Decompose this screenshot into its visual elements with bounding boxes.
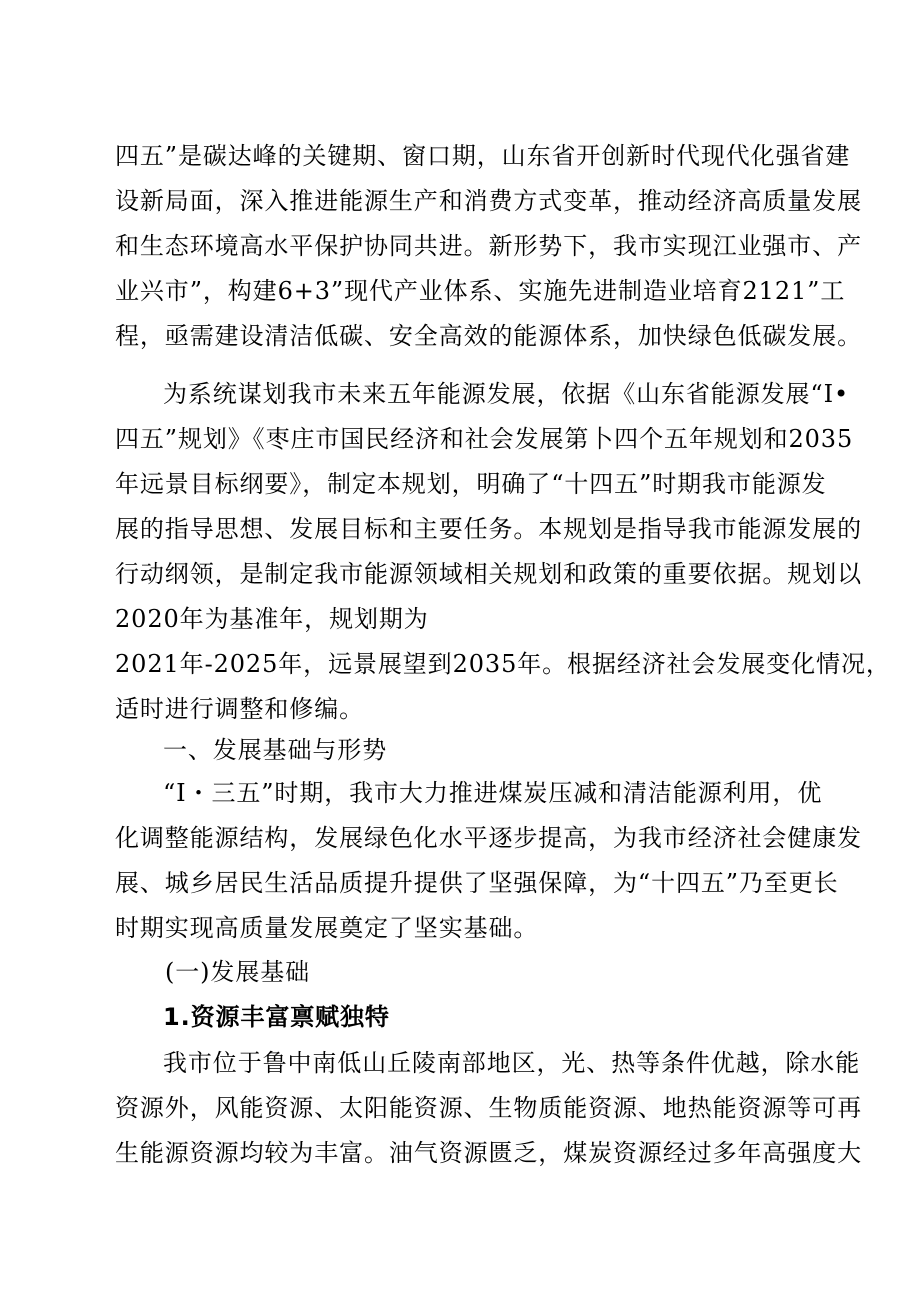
paragraph-3-line-1: “I・三五”时期，我市大力推进煤炭压减和清洁能源利用，优 xyxy=(163,779,823,807)
paragraph-2-line-3: 年远景目标纲要》，制定本规划，明确了“十四五”时期我市能源发 xyxy=(115,470,827,498)
paragraph-2-line-7: 2021年-2025年，远景展望到2035年。根据经济社会发展变化情况， xyxy=(115,650,891,678)
paragraph-3-line-3: 展、城乡居民生活品质提升提供了坚强保障，为“十四五”乃至更长 xyxy=(115,869,839,897)
subsubsection-heading-1: 1.资源丰富禀赋独特 xyxy=(163,1003,390,1031)
paragraph-2-line-1: 为系统谋划我市未来五年能源发展，依据《山东省能源发展“I• xyxy=(163,380,850,408)
paragraph-2-line-6: 2020年为基准年，规划期为 xyxy=(115,605,429,633)
paragraph-2-line-2: 四五”规划》《枣庄市国民经济和社会发展第卜四个五年规划和2035 xyxy=(115,425,854,453)
paragraph-1-line-5: 程，亟需建设清洁低碳、安全高效的能源体系，加快绿色低碳发展。 xyxy=(115,322,862,350)
paragraph-1-line-4: 业兴市”，构建6+3”现代产业体系、实施先进制造业培育2121”工 xyxy=(115,277,846,305)
paragraph-1-line-1: 四五”是碳达峰的关键期、窗口期，山东省开创新时代现代化强省建 xyxy=(115,142,851,170)
paragraph-3-line-2: 化调整能源结构，发展绿色化水平逐步提高，为我市经济社会健康发 xyxy=(115,824,862,852)
paragraph-2-line-8: 适时进行调整和修编。 xyxy=(115,695,364,723)
section-heading-1: 一、发展基础与形势 xyxy=(163,736,388,764)
subsection-heading-1: (一)发展基础 xyxy=(165,958,311,986)
paragraph-1-line-3: 和生态环境高水平保护协同共进。新形势下，我市实现江业强市、产 xyxy=(115,232,862,260)
paragraph-4-line-2: 资源外，风能资源、太阳能资源、生物质能资源、地热能资源等可再 xyxy=(115,1094,862,1122)
paragraph-2-line-5: 行动纲领，是制定我市能源领域相关规划和政策的重要依据。规划以 xyxy=(115,560,862,588)
paragraph-3-line-4: 时期实现高质量发展奠定了坚实基础。 xyxy=(115,914,539,942)
paragraph-2-line-4: 展的指导思想、发展目标和主要任务。本规划是指导我市能源发展的 xyxy=(115,515,862,543)
paragraph-4-line-1: 我市位于鲁中南低山丘陵南部地区，光、热等条件优越，除水能 xyxy=(163,1049,861,1077)
paragraph-1-line-2: 设新局面，深入推进能源生产和消费方式变革，推动经济高质量发展 xyxy=(115,187,862,215)
paragraph-4-line-3: 生能源资源均较为丰富。油气资源匮乏，煤炭资源经过多年高强度大 xyxy=(115,1139,862,1167)
